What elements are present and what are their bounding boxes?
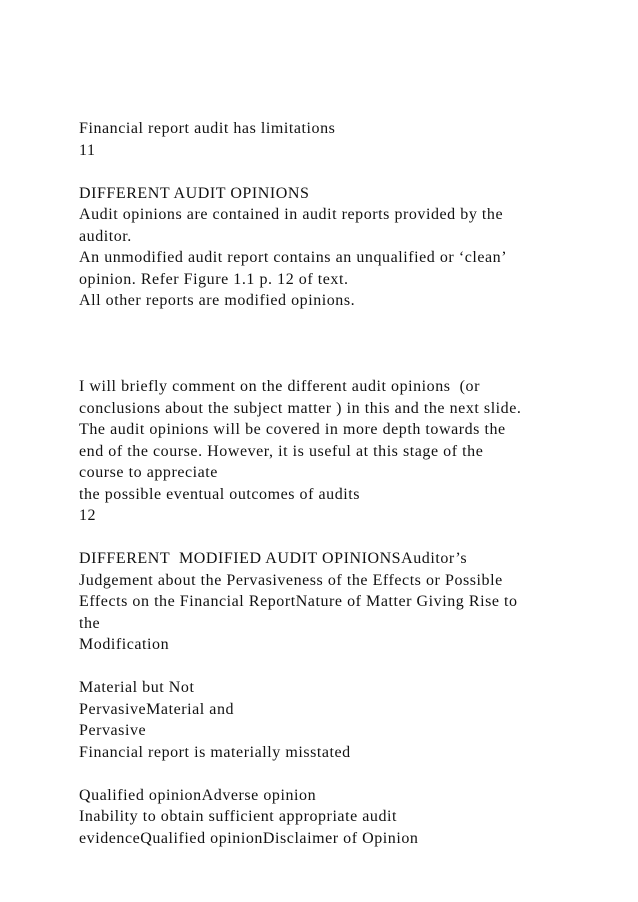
text-line [79, 312, 599, 334]
text-line: end of the course. However, it is useful at this stage of the [79, 442, 484, 460]
text-line [79, 161, 599, 183]
text-line: Financial report is materially misstated [79, 743, 351, 761]
text-line: 12 [79, 507, 97, 524]
text-line: An unmodified audit report contains an unqualified or ‘clean’ [79, 249, 508, 266]
text-line: the [79, 614, 101, 632]
text-line: Judgement about the Pervasiveness of the Effects or Possible [79, 571, 503, 589]
text-line [79, 333, 599, 355]
text-line: Financial report audit has limitations [79, 120, 336, 137]
text-line: conclusions about the subject matter ) in this and the next slide. [79, 399, 522, 417]
text-line [79, 763, 599, 785]
text-line [79, 656, 599, 678]
text-line [79, 355, 599, 377]
text-line: the possible eventual outcomes of audits [79, 485, 361, 503]
text-line: DIFFERENT MODIFIED AUDIT OPINIONSAuditor’s [79, 550, 468, 567]
document-text [79, 118, 599, 849]
text-line: Effects on the Financial ReportNature of Matter Giving Rise to [79, 593, 518, 610]
text-line: auditor. [79, 227, 132, 245]
text-line: Inability to obtain sufficient appropriate audit [79, 808, 398, 825]
text-line: course to appreciate [79, 464, 218, 481]
text-line: DIFFERENT AUDIT OPINIONS [79, 184, 310, 202]
text-line [79, 527, 599, 549]
text-line: opinion. Refer Figure 1.1 p. 12 of text. [79, 270, 349, 288]
text-line: PervasiveMaterial and [79, 700, 235, 718]
text-line: evidenceQualified opinionDisclaimer of Opinion [79, 829, 419, 847]
text-line: Modification [79, 636, 170, 653]
text-line: The audit opinions will be covered in more depth towards the [79, 421, 506, 438]
text-line: All other reports are modified opinions. [79, 292, 356, 309]
text-line: Pervasive [79, 722, 147, 739]
text-line: Material but Not [79, 679, 195, 696]
text-line: 11 [79, 141, 96, 159]
text-line: Qualified opinionAdverse opinion [79, 786, 317, 804]
text-line: Audit opinions are contained in audit reports provided by the [79, 206, 504, 223]
text-line: I will briefly comment on the different audit opinions (or [79, 378, 480, 395]
